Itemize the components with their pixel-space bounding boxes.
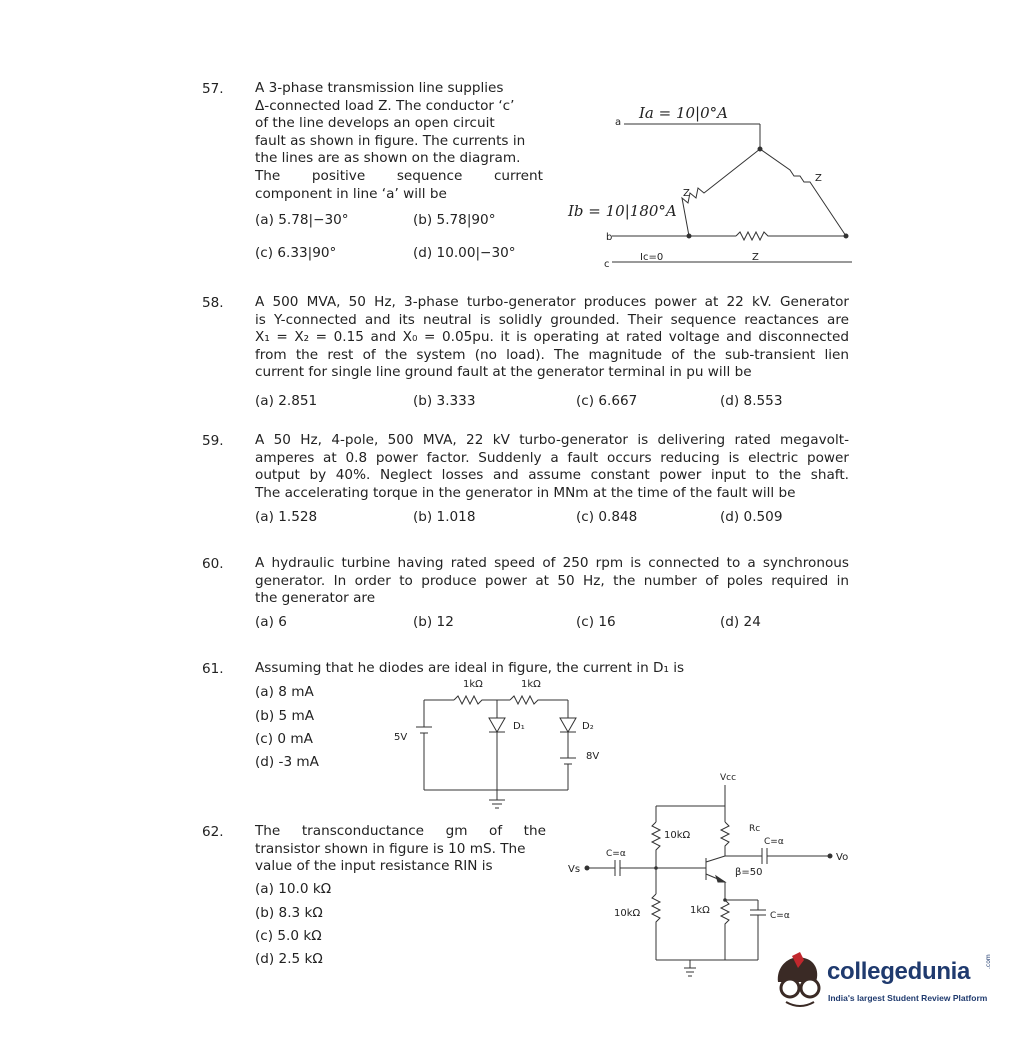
text-line: the lines are as shown on the diagram.: [255, 150, 521, 167]
text-line: output by 40%. Neglect losses and assume constant power input to the shaft.: [255, 467, 849, 484]
text-line: A hydraulic turbine having rated speed of 250 rpm is connected to a synchronous: [255, 555, 849, 571]
question-number: 61.: [202, 661, 224, 677]
question-number: 57.: [202, 81, 224, 97]
text-line: value of the input resistance RIN is: [255, 858, 493, 875]
option-c: (c) 6.33|90°: [255, 245, 337, 261]
question-number: 60.: [202, 556, 224, 572]
option-b: (b) 12: [413, 614, 454, 630]
resistor-label: 10kΩ: [614, 908, 641, 919]
text-line: of the line develops an open circuit: [255, 115, 495, 132]
resistor-label: 1kΩ: [690, 905, 710, 916]
beta-label: β=50: [735, 867, 763, 878]
option-a: (a) 8 mA: [255, 684, 314, 700]
option-c: (c) 6.667: [576, 393, 638, 409]
resistor-label: 10kΩ: [664, 830, 691, 841]
capacitor-label: C=α: [770, 911, 790, 921]
text-line: A 50 Hz, 4-pole, 500 MVA, 22 kV turbo-generator is delivering rated megavolt-: [255, 432, 849, 448]
current-ib-label: Ib = 10|180°A: [568, 202, 677, 220]
collegedunia-logo-icon: [770, 948, 830, 1013]
option-b: (b) 5.78|90°: [413, 212, 496, 228]
question-number: 59.: [202, 433, 224, 449]
option-c: (c) 0.848: [576, 509, 638, 525]
capacitor-label: C=α: [606, 849, 626, 859]
text-line: The transconductance gm of the: [255, 823, 546, 839]
brand-tagline: India's largest Student Review Platform: [828, 993, 988, 1003]
text-line: the generator are: [255, 590, 376, 607]
text-line: is Y-connected and its neutral is solidly grounded. Their sequence reactances are: [255, 311, 849, 328]
figure-57-delta-load: [612, 124, 852, 262]
text-line: amperes at 0.8 power factor. Suddenly a fault occurs reducing is electric power: [255, 449, 849, 466]
option-a: (a) 6: [255, 614, 287, 630]
text-line: Assuming that he diodes are ideal in figure, the current in D₁ is: [255, 660, 685, 676]
impedance-z-label: Z: [752, 252, 759, 263]
option-b: (b) 1.018: [413, 509, 476, 525]
node-b-label: b: [606, 232, 613, 243]
text-line: from the rest of the system (no load). The magnitude of the sub-transient lien: [255, 346, 849, 363]
battery-label: 8V: [586, 751, 600, 762]
question-number: 62.: [202, 824, 224, 840]
option-a: (a) 2.851: [255, 393, 318, 409]
option-d: (d) 24: [720, 614, 761, 630]
source-label: 5V: [394, 732, 408, 743]
vo-label: Vo: [836, 852, 849, 863]
text-line: transistor shown in figure is 10 mS. The: [255, 840, 526, 857]
diode-d2-label: D₂: [582, 721, 594, 732]
option-c: (c) 16: [576, 614, 616, 630]
node-a-label: a: [615, 117, 622, 128]
option-b: (b) 3.333: [413, 393, 476, 409]
text-line: The positive sequence current: [255, 167, 543, 184]
diode-d1-label: D₁: [513, 721, 525, 732]
option-a: (a) 1.528: [255, 509, 318, 525]
option-d: (d) 10.00|−30°: [413, 245, 516, 261]
option-d: (d) -3 mA: [255, 754, 319, 770]
text-line: A 500 MVA, 50 Hz, 3-phase turbo-generator produces power at 22 kV. Generator: [255, 294, 849, 310]
option-b: (b) 8.3 kΩ: [255, 905, 323, 921]
question-number: 58.: [202, 295, 224, 311]
option-d: (d) 0.509: [720, 509, 783, 525]
option-d: (d) 8.553: [720, 393, 783, 409]
option-c: (c) 0 mA: [255, 731, 313, 747]
text-line: Δ-connected load Z. The conductor ‘c’: [255, 97, 515, 114]
impedance-z-label: Z: [683, 188, 690, 199]
text-line: The accelerating torque in the generator in MNm at the time of the fault will be: [255, 484, 796, 501]
text-line: fault as shown in figure. The currents in: [255, 132, 526, 149]
brand-name: collegedunia: [827, 958, 971, 985]
text-line: generator. In order to produce power at 50 Hz, the number of poles required in: [255, 572, 849, 589]
rc-label: Rc: [749, 824, 761, 834]
text-line: component in line ‘a’ will be: [255, 185, 447, 202]
text-line: current for single line ground fault at the generator terminal in pu will be: [255, 364, 752, 381]
resistor-label: 1kΩ: [463, 679, 483, 690]
capacitor-label: C=α: [764, 837, 784, 847]
current-ia-label: Ia = 10|0°A: [639, 104, 728, 122]
option-a: (a) 5.78|−30°: [255, 212, 349, 228]
impedance-z-label: Z: [815, 173, 822, 184]
vs-label: Vs: [568, 864, 581, 875]
text-line: A 3-phase transmission line supplies: [255, 80, 504, 96]
option-c: (c) 5.0 kΩ: [255, 928, 322, 944]
brand-domain: .com: [985, 954, 992, 969]
option-d: (d) 2.5 kΩ: [255, 951, 323, 967]
option-b: (b) 5 mA: [255, 708, 315, 724]
resistor-label: 1kΩ: [521, 679, 541, 690]
figure-61-diode-circuit: [416, 696, 576, 808]
vcc-label: Vcc: [720, 773, 737, 783]
option-a: (a) 10.0 kΩ: [255, 881, 332, 897]
current-ic-label: Ic=0: [640, 252, 664, 263]
text-line: X₁ = X₂ = 0.15 and X₀ = 0.05pu. it is operating at rated voltage and disconnected: [255, 329, 849, 346]
node-c-label: c: [604, 259, 610, 270]
